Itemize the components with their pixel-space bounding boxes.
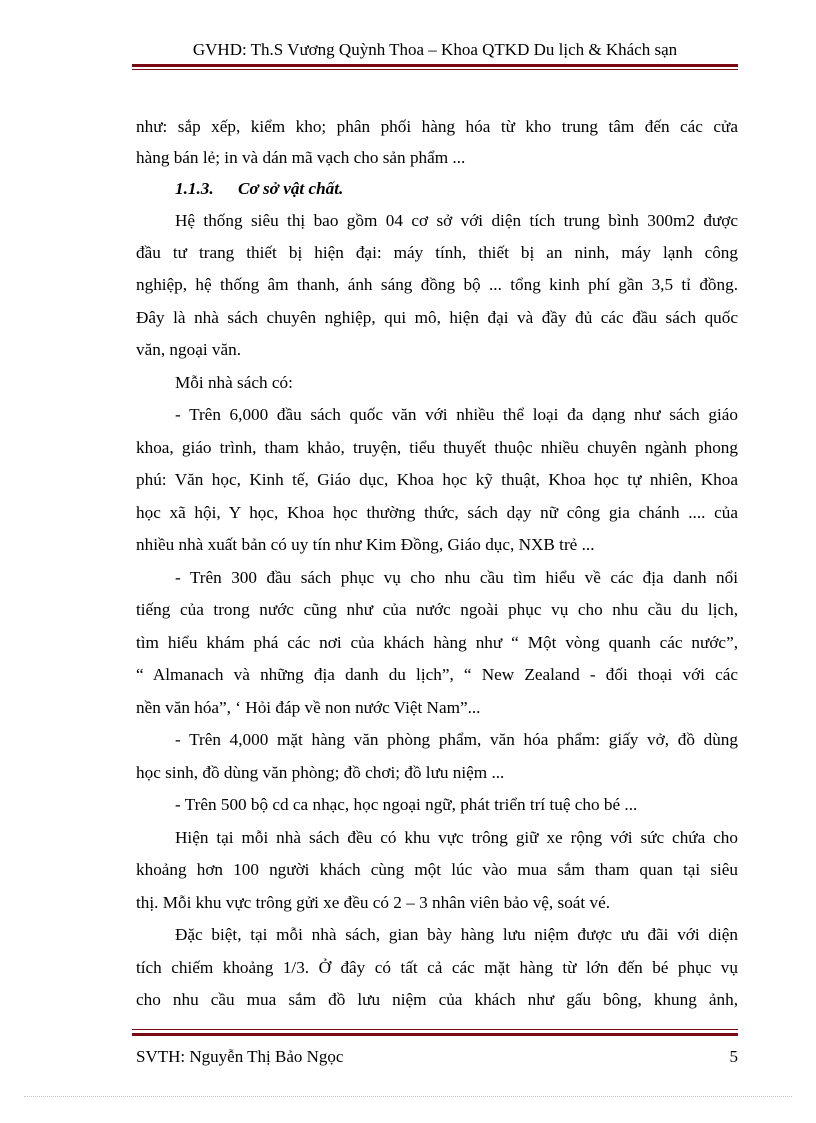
body-line: đầu tư trang thiết bị hiện đại: máy tính, thiết bị an ninh, máy lạnh công [136,243,738,262]
body-line: - Trên 6,000 đầu sách quốc văn với nhiều thể loại đa dạng như sách giáo [175,405,738,424]
page-number: 5 [729,1047,738,1066]
body-line: nền văn hóa”, ‘ Hỏi đáp về non nước Việt Nam”... [136,698,481,717]
body-line: - Trên 500 bộ cd ca nhạc, học ngoại ngữ, phát triển trí tuệ cho bé ... [175,795,638,814]
body-line: thị. Mỗi khu vực trông gửi xe đều có 2 – 3 nhân viên bảo vệ, soát vé. [136,893,611,912]
body-line: - Trên 300 đầu sách phục vụ cho nhu cầu tìm hiểu về các địa danh nổi [175,568,738,587]
body-line: “ Almanach và những địa danh du lịch”, “ New Zealand - đối thoại với các [136,665,738,684]
body-line: học xã hội, Y học, Khoa học thường thức, sách dạy nữ công gia chánh .... của [136,503,738,522]
body-line: tìm hiểu khám phá các nơi của khách hàng như “ Một vòng quanh các nước”, [136,633,738,652]
body-line: nghiệp, hệ thống âm thanh, ánh sáng đồng bộ ... tổng kinh phí gần 3,5 tỉ đồng. [136,275,738,294]
body-line: Đặc biệt, tại mỗi nhà sách, gian bày hàng lưu niệm được ưu đãi với diện [175,925,738,944]
body-line: Hệ thống siêu thị bao gồm 04 cơ sở với diện tích trung bình 300m2 được [175,211,738,230]
body-line: cho nhu cầu mua sắm đồ lưu niệm của khách như gấu bông, khung ảnh, [136,990,738,1009]
body-line: khoảng hơn 100 người khách cùng một lúc vào mua sắm tham quan tại siêu [136,860,738,879]
footer-rule-thick [132,1033,738,1036]
body-line: - Trên 4,000 mặt hàng văn phòng phẩm, văn hóa phẩm: giấy vở, đồ dùng [175,730,738,749]
body-line: khoa, giáo trình, tham khảo, truyện, tiểu thuyết thuộc nhiều chuyên ngành phong [136,438,738,457]
section-heading [175,174,738,204]
body-line: hàng bán lẻ; in và dán mã vạch cho sản phẩm ... [136,148,466,167]
section-title: Cơ sở vật chất. [238,179,344,198]
body-line: phú: Văn học, Kinh tế, Giáo dục, Khoa học kỹ thuật, Khoa học tự nhiên, Khoa [136,470,738,489]
page-header: GVHD: Th.S Vương Quỳnh Thoa – Khoa QTKD Du lịch & Khách sạn [192,40,678,59]
header-rule-thick [132,64,738,67]
page-boundary [24,1096,792,1097]
body-line: Đây là nhà sách chuyên nghiệp, qui mô, hiện đại và đầy đủ các đầu sách quốc [136,308,738,327]
body-line: Mỗi nhà sách có: [175,373,293,392]
body-line: như: sắp xếp, kiểm kho; phân phối hàng hóa từ kho trung tâm đến các cửa [136,117,738,136]
header-rule-thin [132,69,738,70]
footer-author: SVTH: Nguyễn Thị Bảo Ngọc [136,1047,344,1066]
body-line: văn, ngoại văn. [136,340,242,359]
section-number: 1.1.3. [175,179,214,198]
body-line: tiếng của trong nước cũng như của nước ngoài phục vụ cho nhu cầu du lịch, [136,600,738,619]
footer-rule-thin [132,1029,738,1030]
body-line: Hiện tại mỗi nhà sách đều có khu vực trông giữ xe rộng với sức chứa cho [175,828,738,847]
body-line: tích chiếm khoảng 1/3. Ở đây có tất cả các mặt hàng từ lớn đến bé phục vụ [136,958,738,977]
body-line: học sinh, đồ dùng văn phòng; đồ chơi; đồ lưu niệm ... [136,763,505,782]
body-line: nhiều nhà xuất bản có uy tín như Kim Đồng, Giáo dục, NXB trẻ ... [136,535,595,554]
